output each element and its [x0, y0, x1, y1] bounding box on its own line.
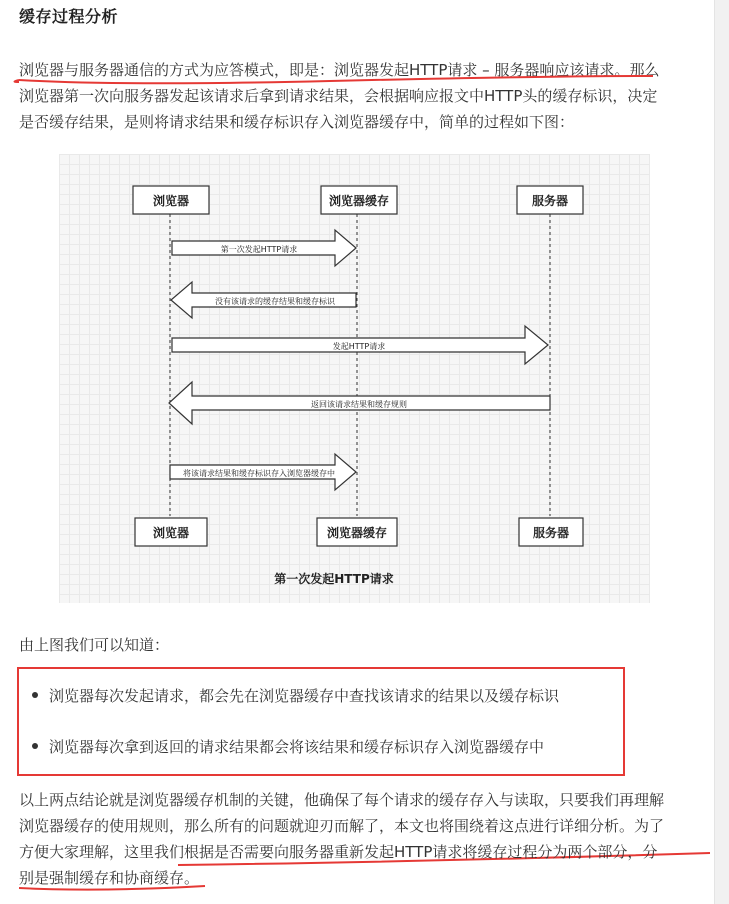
message-arrow-2: [171, 282, 356, 318]
message-arrow-4: [169, 382, 550, 424]
svg-text:第一次发起HTTP请求: 第一次发起HTTP请求: [220, 245, 298, 254]
svg-text:服务器: 服务器: [531, 194, 569, 208]
svg-text:将该请求结果和缓存标识存入浏览器缓存中: 将该请求结果和缓存标识存入浏览器缓存中: [183, 469, 335, 478]
scrollbar[interactable]: [714, 0, 729, 904]
bullet-item: 浏览器每次发起请求，都会先在浏览器缓存中查找该请求的结果以及缓存标识: [32, 685, 559, 706]
actor-browser-bottom: [135, 518, 207, 546]
message-arrow-1: [172, 230, 356, 266]
intro-line1-end: 那么: [629, 61, 660, 79]
red-highlight-box: [17, 667, 625, 776]
svg-text:返回该请求结果和缓存规则: 返回该请求结果和缓存规则: [311, 400, 407, 409]
intro-line3: 是否缓存结果，是则将请求结果和缓存标识存入浏览器缓存中，简单的过程如下图：: [19, 113, 575, 131]
actor-cache-top: [321, 186, 397, 214]
svg-text:浏览器: 浏览器: [152, 526, 190, 540]
svg-text:浏览器: 浏览器: [152, 194, 190, 208]
intro-line1-underlined: 浏览器与服务器通信的方式为应答模式，即是：浏览器发起HTTP请求 – 服务器响应该请求。: [19, 61, 630, 79]
bullet-item: 浏览器每次拿到返回的请求结果都会将该结果和缓存标识存入浏览器缓存中: [32, 736, 544, 757]
svg-text:发起HTTP请求: 发起HTTP请求: [332, 342, 386, 351]
summary-intro: 由上图我们可以知道：: [19, 636, 170, 654]
intro-paragraph: [19, 57, 691, 135]
intro-line2: 浏览器第一次向服务器发起该请求后拿到请求结果，会根据响应报文中HTTP头的缓存标识，决定: [19, 87, 658, 105]
svg-text:没有该请求的缓存结果和缓存标识: 没有该请求的缓存结果和缓存标识: [215, 297, 335, 306]
svg-text:浏览器缓存: 浏览器缓存: [326, 526, 388, 540]
message-arrow-3: [172, 326, 548, 364]
svg-text:服务器: 服务器: [532, 526, 570, 540]
diagram-caption: 第一次发起HTTP请求: [274, 572, 394, 586]
actor-browser-top: [133, 186, 209, 214]
bullet-dot-icon: [32, 692, 38, 698]
actor-server-bottom: [519, 518, 583, 546]
conclusion-paragraph: 以上两点结论就是浏览器缓存机制的关键，他确保了每个请求的缓存存入与读取，只要我们再理解 浏览器缓存的使用规则，那么所有的问题就迎刃而解了，本文也将围绕着这点进行详细分析。为了 方便大家理解，这里我们根据是否需要向服务器重新发起HTTP请求将缓存过程分为两个部分，分 别是强制缓存和协商缓存。: [19, 791, 665, 887]
bullet-dot-icon: [32, 743, 38, 749]
sequence-diagram: [59, 154, 650, 603]
svg-text:浏览器缓存: 浏览器缓存: [328, 194, 390, 208]
actor-server-top: [517, 186, 583, 214]
actor-cache-bottom: [317, 518, 397, 546]
message-arrow-5: [170, 454, 356, 490]
section-heading: 缓存过程分析: [19, 7, 119, 26]
